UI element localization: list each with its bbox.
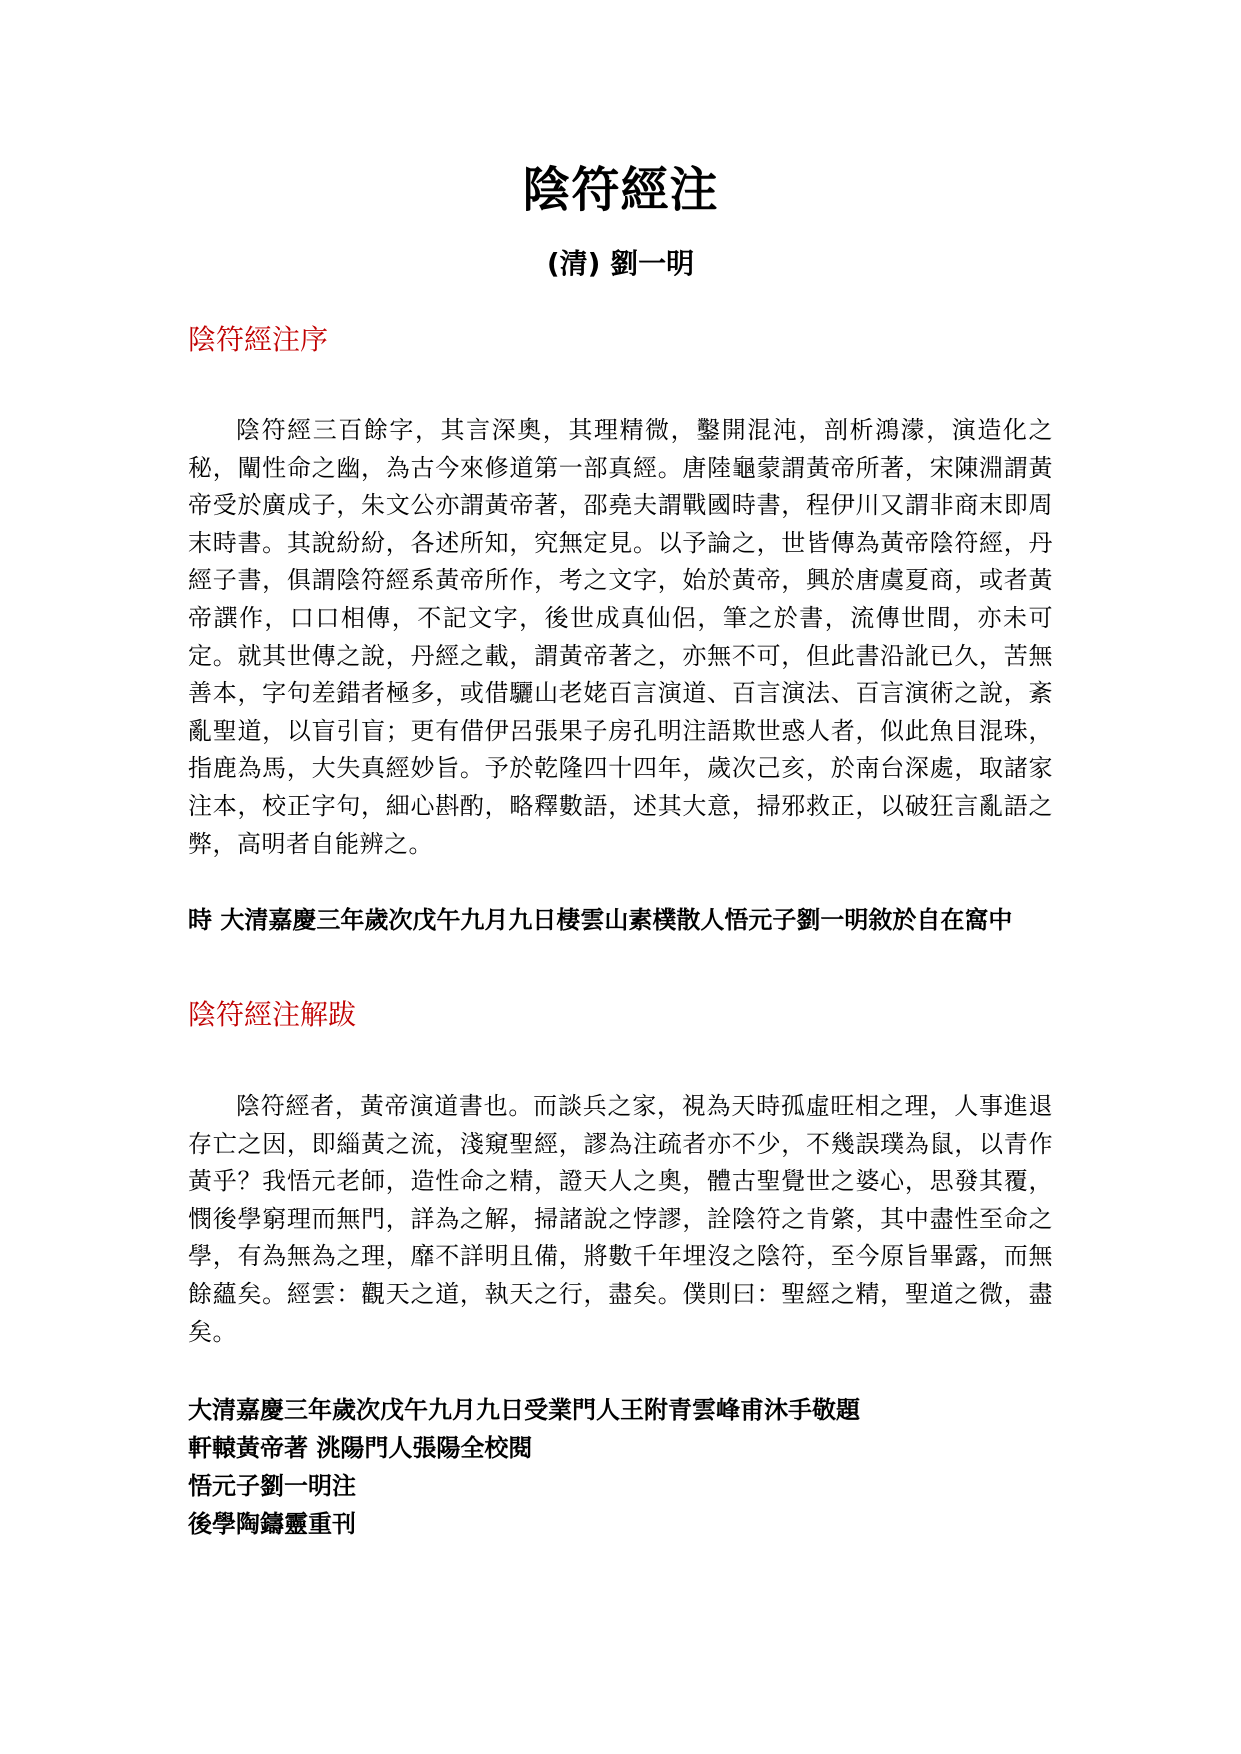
signature-line: 後學陶鑄靈重刊 bbox=[188, 1510, 356, 1538]
preface-heading: 陰符經注序 bbox=[188, 323, 329, 356]
signature-line: 悟元子劉一明注 bbox=[188, 1472, 356, 1500]
postscript-heading: 陰符經注解跋 bbox=[188, 998, 357, 1031]
postscript-paragraph: 陰符經者，黃帝演道書也。而談兵之家，視為天時孤虛旺相之理，人事進退存亡之因，即緇黃之流，淺窺聖經，謬為注疏者亦不少，不幾誤璞為鼠，以青作黃乎？我悟元老師，造性命之精，證天人之奧，體古聖覺世之婆心，思發其覆，憫後學窮理而無門，詳為之解，掃諸說之悖謬，詮陰符之肯綮，其中盡性至命之學，有為無為之理，靡不詳明且備，將數千年埋沒之陰符，至今原旨畢露，而無餘蘊矣。經雲：觀天之道，執天之行，盡矣。僕則曰：聖經之精，聖道之微，盡矣。 bbox=[188, 1092, 1053, 1346]
signature-line: 軒轅黃帝著 洮陽門人張陽全校閱 bbox=[188, 1434, 533, 1462]
signature-line: 大清嘉慶三年歲次戊午九月九日受業門人王附青雲峰甫沐手敬題 bbox=[188, 1396, 860, 1424]
document-author: (清) 劉一明 bbox=[546, 247, 695, 280]
preface-paragraph: 陰符經三百餘字，其言深奧，其理精微，鑿開混沌，剖析鴻濛，演造化之秘，闡性命之幽，為古今來修道第一部真經。唐陸龜蒙謂黃帝所著，宋陳淵謂黃帝受於廣成子，朱文公亦謂黃帝著，邵堯夫謂戰國時書，程伊川又謂非商末即周末時書。其說紛紛，各述所知，究無定見。以予論之，世皆傳為黃帝陰符經，丹經子書，俱謂陰符經系黃帝所作，考之文字，始於黃帝，興於唐虞夏商，或者黃帝譔作，口口相傳，不記文字，後世成真仙侶，筆之於書，流傳世間，亦未可定。就其世傳之說，丹經之載，謂黃帝著之，亦無不可，但此書沿訛已久，苦無善本，字句差錯者極多，或借驪山老姥百言演道、百言演法、百言演術之說，紊亂聖道，以盲引盲；更有借伊呂張果子房孔明注語欺世惑人者，似此魚目混珠，指鹿為馬，大失真經妙旨。予於乾隆四十四年，歲次己亥，於南台深處，取諸家注本，校正字句，細心斟酌，略釋數語，述其大意，掃邪救正，以破狂言亂語之弊，高明者自能辨之。 bbox=[188, 416, 1053, 858]
preface-date-line: 時 大清嘉慶三年歲次戊午九月九日棲雲山素樸散人悟元子劉一明敘於自在窩中 bbox=[188, 906, 1013, 934]
document-title: 陰符經注 bbox=[522, 162, 719, 218]
